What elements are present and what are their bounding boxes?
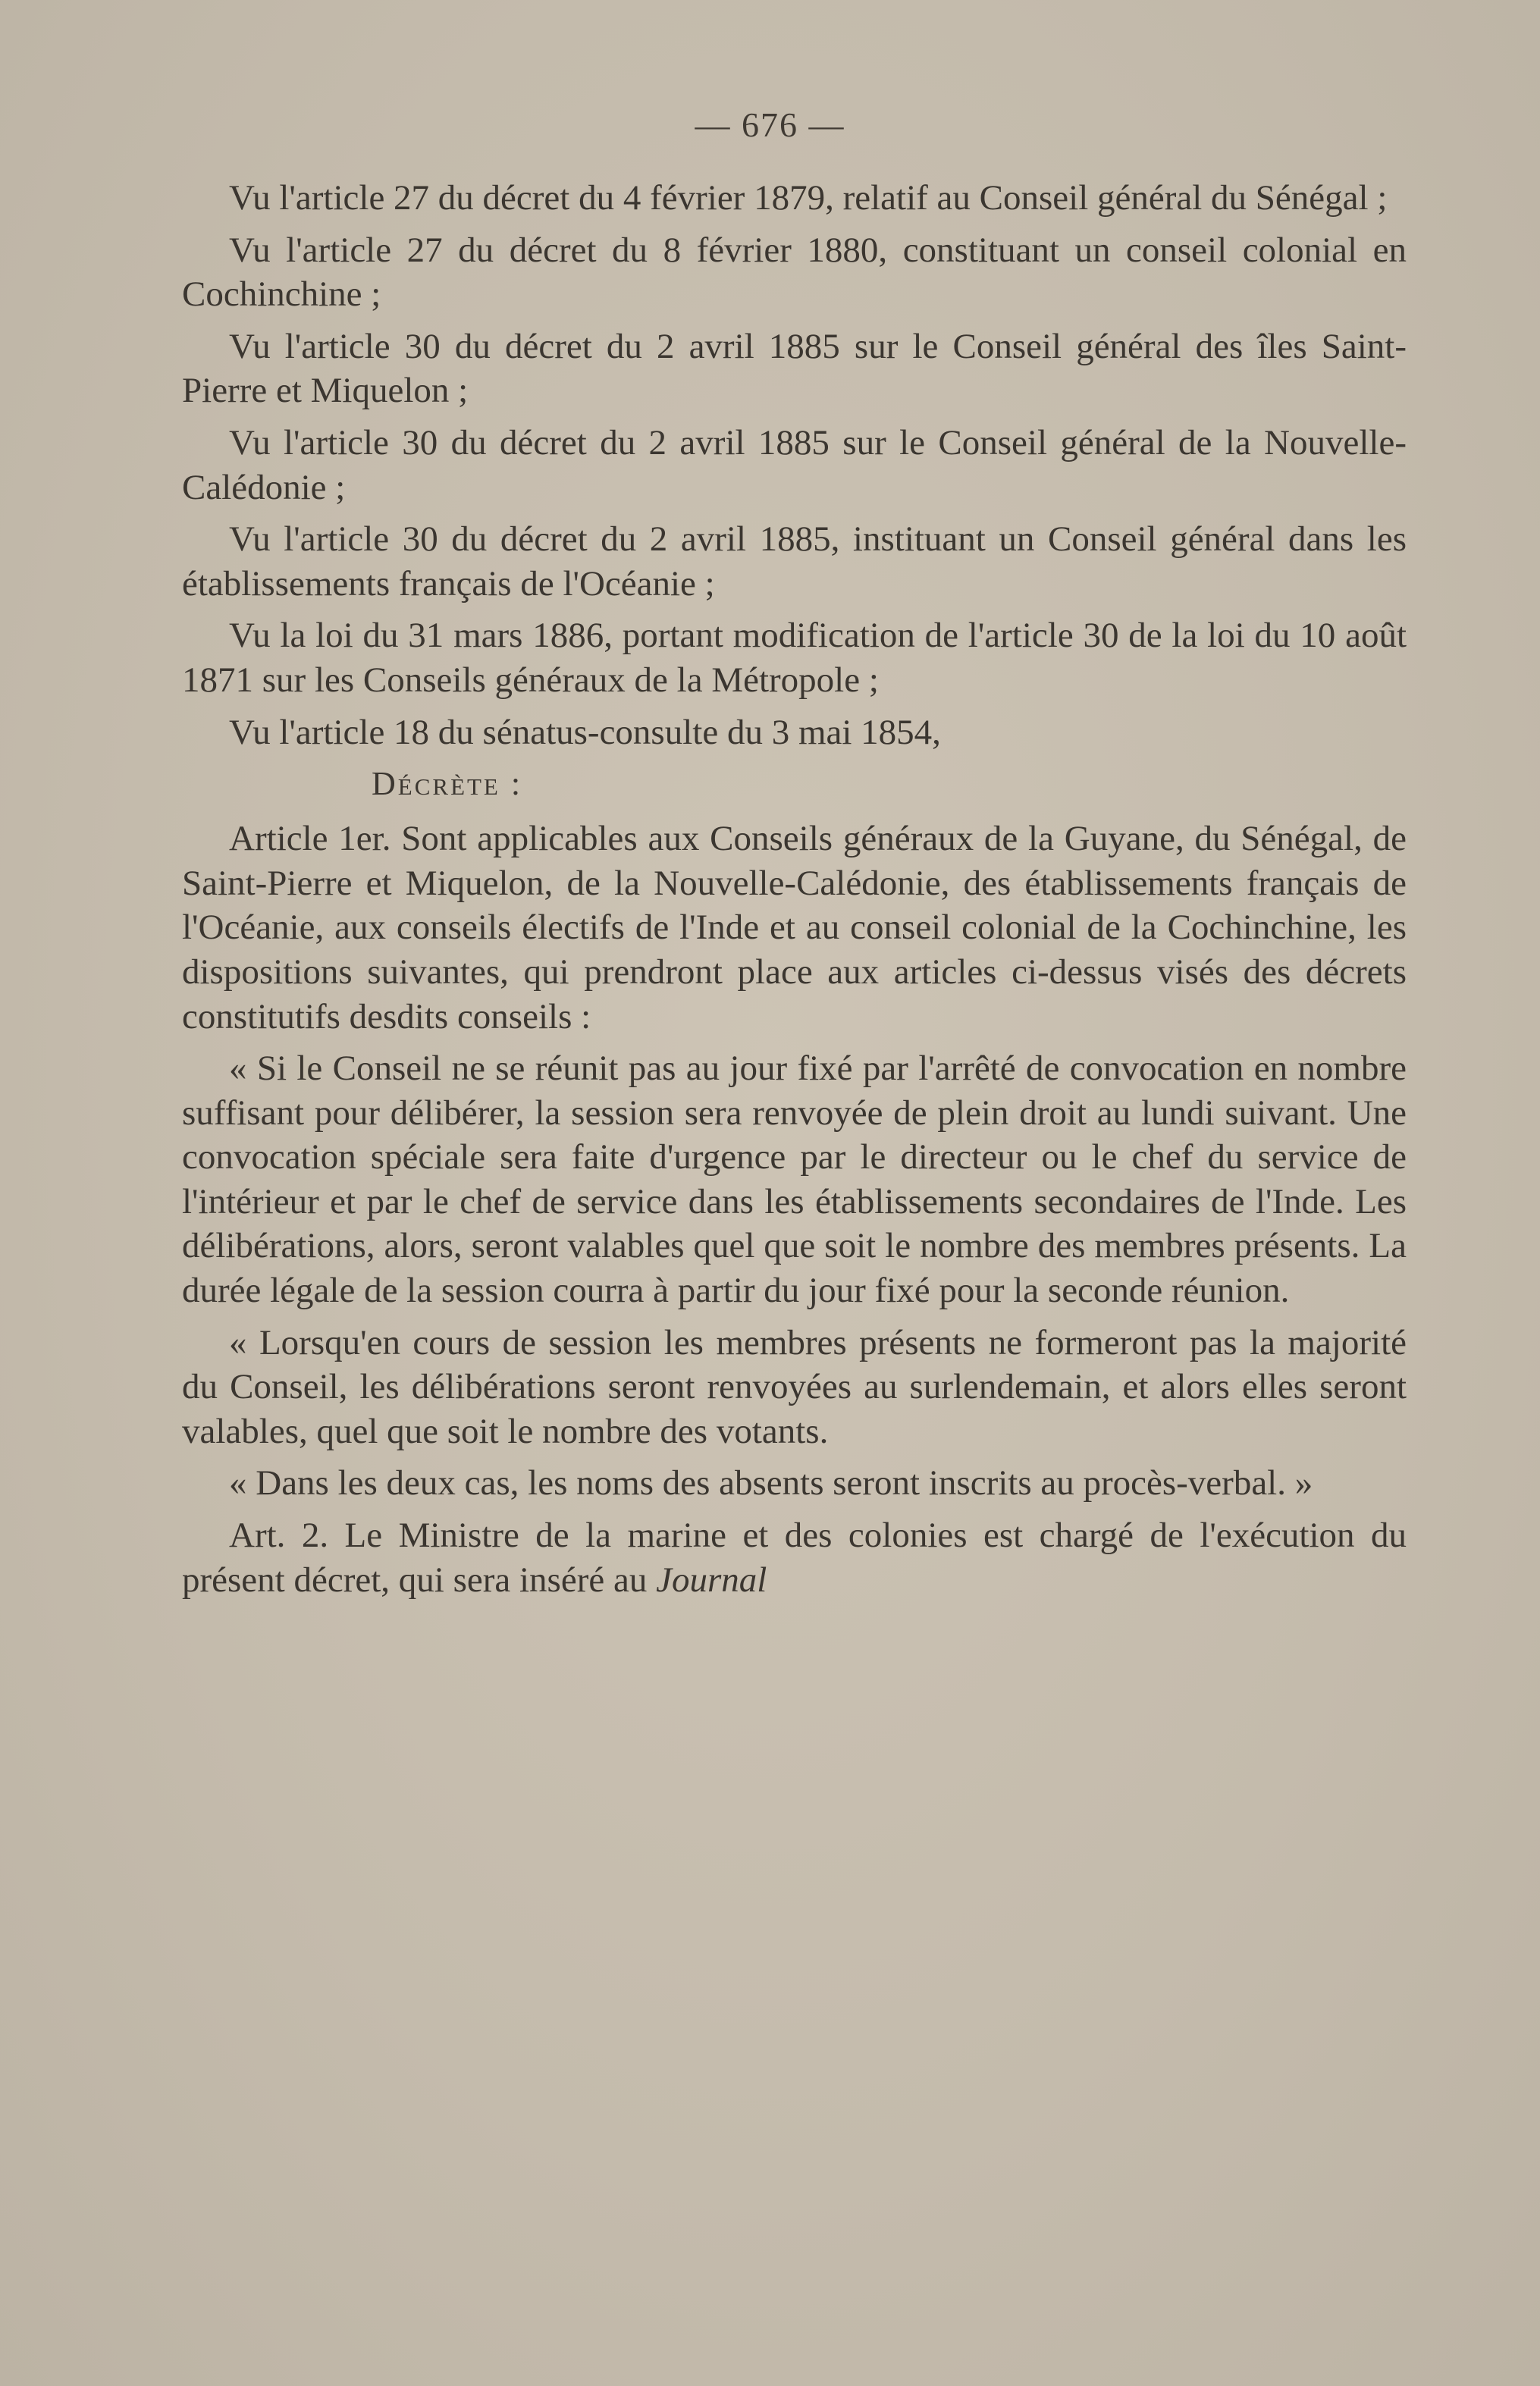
article-2-text: Art. 2. Le Ministre de la marine et des colonies est chargé de l'exécution du présent décret, qui sera inséré au — [182, 1516, 1407, 1600]
paragraph-loi-1886: Vu la loi du 31 mars 1886, portant modification de l'article 30 de la loi du 10 août 1871 sur les Conseils généraux de la Métropole ; — [182, 616, 1407, 700]
article-quote-absents: « Dans les deux cas, les noms des absents seront inscrits au procès-verbal. » — [229, 1463, 1313, 1503]
decree-heading: Décrète : — [372, 765, 523, 803]
page-number: — 676 — — [695, 105, 845, 144]
paragraph-saint-pierre: Vu l'article 30 du décret du 2 avril 1885 sur le Conseil général des îles Saint-Pierre et Miquelon ; — [182, 326, 1407, 411]
journal-word: Journal — [656, 1560, 767, 1600]
body-text — [182, 176, 1407, 1610]
paragraph-nouvelle-caledonie: Vu l'article 30 du décret du 2 avril 1885 sur le Conseil général de la Nouvelle-Calédonie ; — [182, 422, 1407, 507]
paragraph-cochinchine: Vu l'article 27 du décret du 8 février 1880, constituant un conseil colonial en Cochinchine ; — [182, 230, 1407, 315]
article-quote-majorite: « Lorsqu'en cours de session les membres présents ne formeront pas la majorité du Conseil, les délibérations seront renvoyées au surlendemain, et alors elles seront valables, quel que soit le nombre des votants. — [182, 1322, 1407, 1451]
paragraph-oceanie: Vu l'article 30 du décret du 2 avril 1885, instituant un Conseil général dans les établissements français de l'Océanie ; — [182, 519, 1407, 604]
article-1: Article 1er. Sont applicables aux Conseils généraux de la Guyane, du Sénégal, de Saint-Pierre et Miquelon, de la Nouvelle-Calédonie, des établissements français de l'Océanie, aux conseils électifs de l'Inde et au conseil colonial de la Cochinchine, les dispositions suivantes, qui prendront place aux articles ci-dessus visés des décrets constitutifs desdits conseils : — [182, 819, 1407, 1036]
paragraph-senatus-consulte: Vu l'article 18 du sénatus-consulte du 3 mai 1854, — [229, 712, 941, 752]
article-quote-convocation: « Si le Conseil ne se réunit pas au jour fixé par l'arrêté de convocation en nombre suffisant pour délibérer, la session sera renvoyée de plein droit au lundi suivant. Une convocation spéciale sera faite d'urgence par le directeur ou le chef du service de l'intérieur et par le chef de service dans les établissements secondaires de l'Inde. Les délibérations, alors, seront valables quel que soit le nombre des membres présents. La durée légale de la session courra à partir du jour fixé pour la seconde réunion. — [182, 1049, 1407, 1311]
paragraph-senegal: Vu l'article 27 du décret du 4 février 1879, relatif au Conseil général du Sénégal ; — [229, 178, 1388, 218]
article-2 — [182, 1513, 1407, 1602]
